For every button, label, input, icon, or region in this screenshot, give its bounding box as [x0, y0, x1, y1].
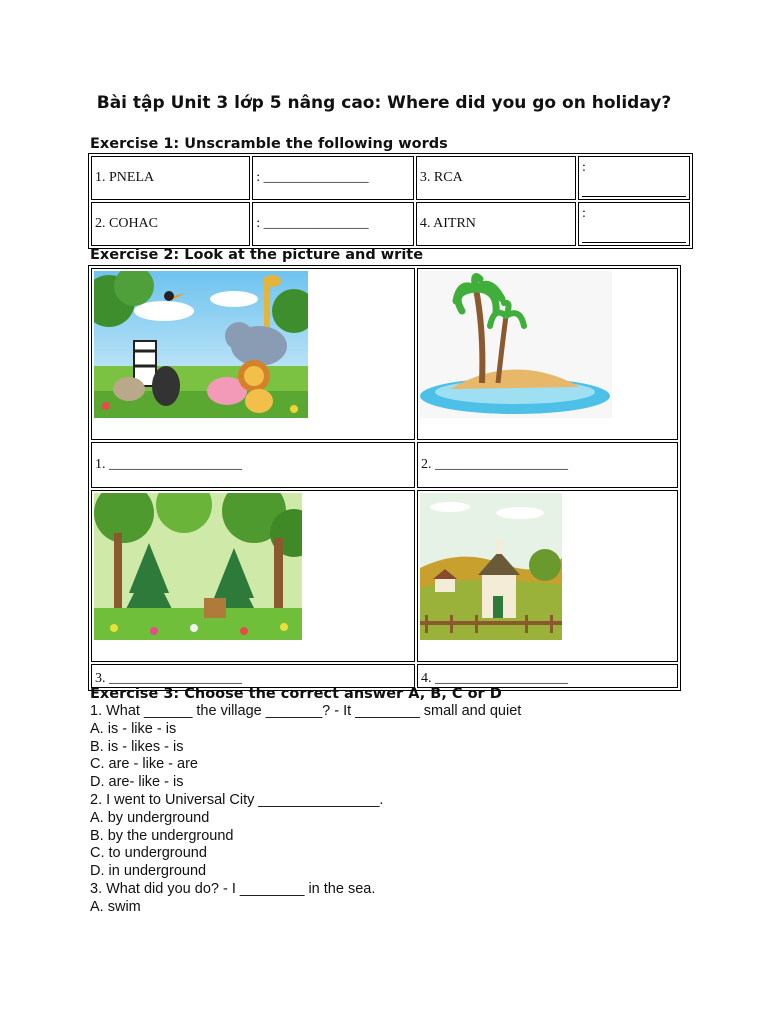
- option-line: C. to underground: [90, 845, 207, 862]
- zoo-animals-picture: [94, 271, 308, 418]
- forest-picture: [94, 493, 302, 640]
- exercise-1-heading: Exercise 1: Unscramble the following words: [90, 136, 448, 152]
- answer-blank: : _______________: [252, 202, 414, 246]
- table-row: [91, 664, 678, 688]
- answer-label-1: 1. ___________________: [91, 442, 415, 488]
- option-line: C. are - like - are: [90, 756, 198, 773]
- exercise-2-heading: Exercise 2: Look at the picture and write: [90, 247, 424, 263]
- page-title: Bài tập Unit 3 lớp 5 nâng cao: Where did you go on holiday?: [96, 93, 672, 113]
- picture-table: [88, 265, 681, 691]
- answer-label-2: 2. ___________________: [417, 442, 678, 488]
- exercise-3-heading: Exercise 3: Choose the correct answer A, B, C or D: [90, 686, 502, 702]
- option-line: B. by the underground: [90, 827, 234, 844]
- option-line: A. by underground: [90, 809, 210, 826]
- answer-blank: : _______________: [252, 156, 414, 200]
- option-line: B. is - likes - is: [90, 738, 184, 755]
- answer-label-3: 3. ___________________: [91, 664, 415, 688]
- picture-cell: [417, 490, 678, 662]
- answer-label-4: 4. ___________________: [417, 664, 678, 688]
- answer-line: [582, 223, 686, 243]
- word-cell: 2. COHAC: [91, 202, 250, 246]
- colon-label: :: [582, 160, 586, 175]
- exercise-3-body: [90, 703, 521, 917]
- village-picture: [420, 493, 562, 640]
- colon-label: :: [582, 206, 586, 221]
- option-line: A. is - like - is: [90, 720, 177, 737]
- word-cell: 4. AITRN: [416, 202, 576, 246]
- question-line: 1. What ______ the village _______? - It ________ small and quiet: [90, 703, 522, 719]
- unscramble-table: [88, 153, 693, 249]
- table-row: [91, 156, 690, 200]
- island-picture: [420, 271, 612, 418]
- answer-blank: [578, 202, 690, 246]
- answer-blank: [578, 156, 690, 200]
- table-row: [91, 268, 678, 440]
- table-row: [91, 202, 690, 246]
- word-cell: 1. PNELA: [91, 156, 250, 200]
- question-line: 3. What did you do? - I ________ in the sea.: [90, 880, 376, 897]
- picture-cell: [91, 490, 415, 662]
- table-row: [91, 442, 678, 488]
- option-line: D. in underground: [90, 863, 207, 880]
- word-cell: 3. RCA: [416, 156, 576, 200]
- table-row: [91, 490, 678, 662]
- answer-line: [582, 177, 686, 197]
- question-line: 2. I went to Universal City _______________.: [90, 791, 384, 808]
- option-line: A. swim: [90, 898, 141, 915]
- picture-cell: [417, 268, 678, 440]
- option-line: D. are- like - is: [90, 774, 184, 791]
- picture-cell: [91, 268, 415, 440]
